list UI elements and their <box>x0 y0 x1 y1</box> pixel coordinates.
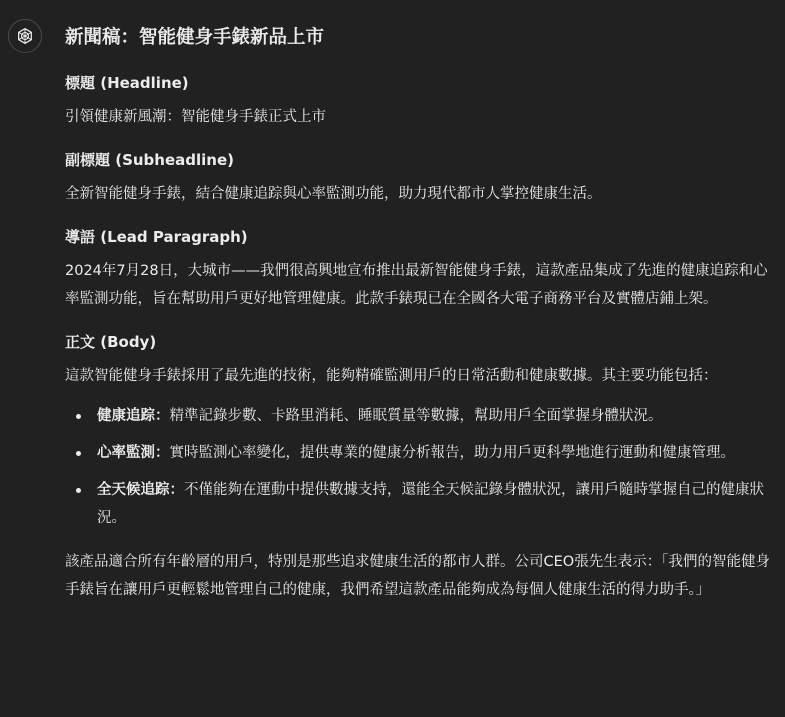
list-item <box>65 402 777 430</box>
assistant-avatar <box>8 19 42 53</box>
body-intro: 這款智能健身手錶採用了最先進的技術，能夠精確監測用戶的日常活動和健康數據。其主要功能包括： <box>65 368 718 384</box>
feature-text: 實時監測心率變化，提供專業的健康分析報告，助力用戶更科學地進行運動和健康管理。 <box>169 445 735 461</box>
headline-text: 引領健康新風潮：智能健身手錶正式上市 <box>65 109 326 125</box>
article-title: 新聞稿：智能健身手錶新品上市 <box>65 27 325 48</box>
list-item <box>65 439 777 467</box>
lead-heading: 導語 (Lead Paragraph) <box>65 228 248 246</box>
list-item <box>65 476 777 532</box>
feature-label: 心率監測： <box>97 445 170 461</box>
body-heading: 正文 (Body) <box>65 333 157 351</box>
subheadline-text: 全新智能健身手錶，結合健康追踪與心率監測功能，助力現代都市人掌控健康生活。 <box>65 186 602 202</box>
openai-logo-icon <box>15 26 35 46</box>
feature-text: 精準記錄步數、卡路里消耗、睡眠質量等數據，幫助用戶全面掌握身體狀況。 <box>169 408 663 424</box>
body-closing: 該產品適合所有年齡層的用戶，特別是那些追求健康生活的都市人群。公司CEO張先生表示：「我們的智能健身手錶旨在讓用戶更輕鬆地管理自己的健康，我們希望這款產品能夠成為每個人健康生活的得力助手。」 <box>65 554 770 598</box>
feature-label: 全天候追踪： <box>97 482 184 498</box>
feature-text: 不僅能夠在運動中提供數據支持，還能全天候記錄身體狀況，讓用戶隨時掌握自己的健康狀況。 <box>97 482 764 526</box>
headline-heading: 標題 (Headline) <box>65 74 189 92</box>
subheadline-heading: 副標題 (Subheadline) <box>65 151 234 169</box>
lead-paragraph: 2024年7月28日，大城市——我們很高興地宣布推出最新智能健身手錶，這款產品集成了先進的健康追踪和心率監測功能，旨在幫助用戶更好地管理健康。此款手錶現已在全國各大電子商務平台及實體店鋪上架。 <box>65 263 768 307</box>
assistant-message <box>65 22 777 619</box>
feature-list <box>65 402 777 532</box>
feature-label: 健康追踪： <box>97 408 170 424</box>
